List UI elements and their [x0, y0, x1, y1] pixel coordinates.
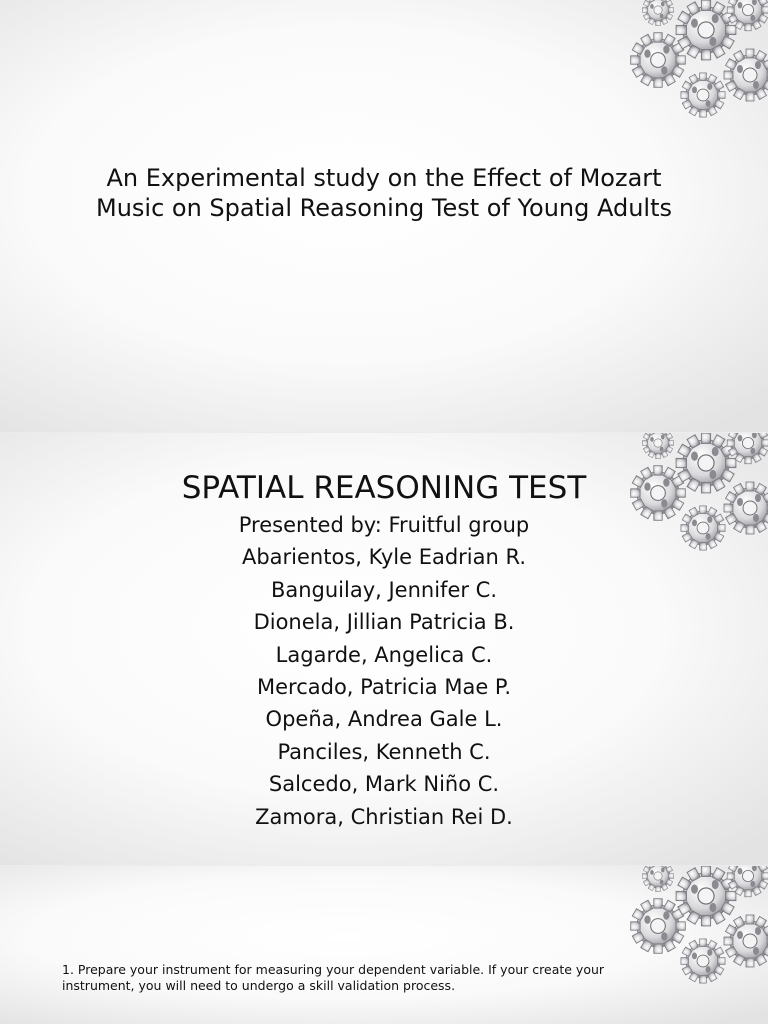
- member-name: Banguilay, Jennifer C.: [270, 577, 498, 602]
- member-name: Zamora, Christian Rei D.: [255, 804, 513, 829]
- gears-icon: [628, 0, 768, 120]
- member-name: Opeña, Andrea Gale L.: [265, 707, 503, 732]
- title-line-2: Music on Spatial Reasoning Test of Young Adults: [95, 194, 673, 222]
- member-name: Abarientos, Kyle Eadrian R.: [241, 545, 527, 570]
- spatial-reasoning-title: SPATIAL REASONING TEST: [181, 470, 587, 506]
- member-name: Mercado, Patricia Mae P.: [256, 675, 512, 700]
- presenters-list: [0, 509, 768, 833]
- member-name: Salcedo, Mark Niño C.: [268, 772, 500, 797]
- instruction-note: 1. Prepare your instrument for measuring your dependent variable. If your create your instrument, you will need to undergo a skill validation process.: [62, 962, 605, 993]
- presented-by: Presented by: Fruitful group: [238, 513, 530, 537]
- slide-title-text: [40, 163, 728, 223]
- slide-instructions: [0, 866, 768, 1024]
- title-line-1: An Experimental study on the Effect of Mozart: [106, 164, 662, 192]
- slide-presenters: [0, 433, 768, 865]
- member-name: Panciles, Kenneth C.: [277, 739, 491, 764]
- member-name: Dionela, Jillian Patricia B.: [253, 610, 515, 635]
- member-name: Lagarde, Angelica C.: [275, 642, 493, 667]
- slide-title: [0, 0, 768, 432]
